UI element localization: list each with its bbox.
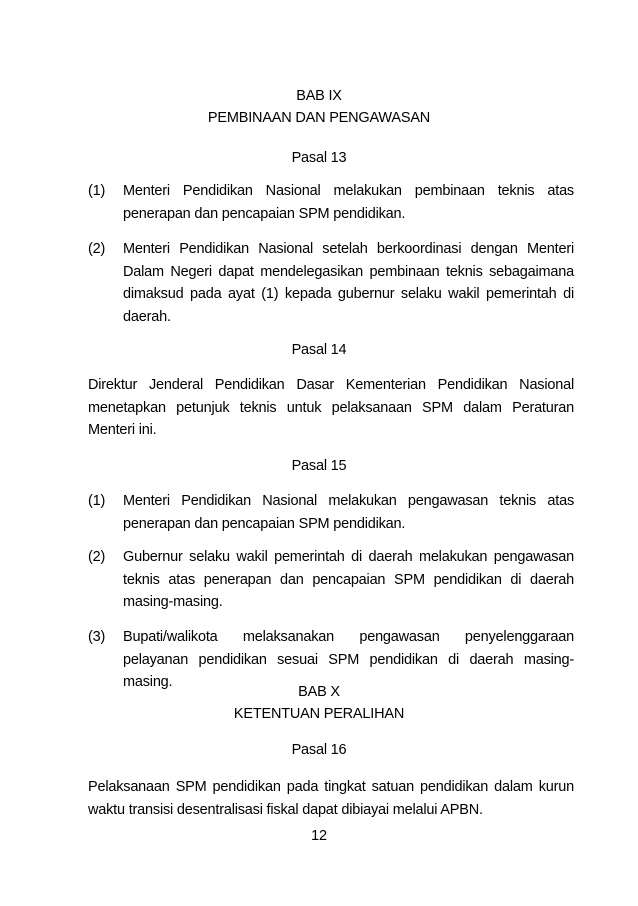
article-16-text: Pelaksanaan SPM pendidikan pada tingkat satuan pendidikan dalam kurun waktu transisi desentralisasi fiskal dapat dibiayai melalui APBN. xyxy=(88,779,574,818)
item-number: (1) xyxy=(88,493,106,509)
item-text: Menteri Pendidikan Nasional melakukan pengawasan teknis atas penerapan dan pencapaian SPM pendidikan. xyxy=(123,493,574,532)
item-text: Bupati/walikota melaksanakan pengawasan penyelenggaraan pelayanan pendidikan sesuai SPM pendidikan di daerah masing-masing. xyxy=(123,629,574,690)
item-number: (1) xyxy=(88,183,106,199)
item-number: (3) xyxy=(88,629,106,645)
item-text: Menteri Pendidikan Nasional melakukan pembinaan teknis atas penerapan dan pencapaian SPM pendidikan. xyxy=(123,183,574,222)
chapter-title: BAB X xyxy=(298,684,340,700)
article-15-item-1 xyxy=(88,490,574,535)
article-heading-16: Pasal 16 xyxy=(291,742,347,758)
chapter-title: BAB IX xyxy=(296,88,342,104)
article-heading-14: Pasal 14 xyxy=(291,342,347,358)
chapter-subtitle: PEMBINAAN DAN PENGAWASAN xyxy=(207,110,431,126)
chapter-subtitle: KETENTUAN PERALIHAN xyxy=(233,706,405,722)
article-heading-15: Pasal 15 xyxy=(291,458,347,474)
item-number: (2) xyxy=(88,241,106,257)
article-14-text: Direktur Jenderal Pendidikan Dasar Kementerian Pendidikan Nasional menetapkan petunjuk teknis untuk pelaksanaan SPM dalam Peraturan Menteri ini. xyxy=(88,377,574,438)
item-number: (2) xyxy=(88,549,106,565)
item-text: Menteri Pendidikan Nasional setelah berkoordinasi dengan Menteri Dalam Negeri dapat mendelegasikan pembinaan teknis sebagaimana dimaksud pada ayat (1) kepada gubernur selaku wakil pemerintah di daerah. xyxy=(123,241,574,325)
article-15-item-2 xyxy=(88,546,574,614)
article-13-item-1 xyxy=(88,180,574,225)
article-heading-13: Pasal 13 xyxy=(291,150,347,166)
page-number: 12 xyxy=(311,828,327,844)
article-13-item-2 xyxy=(88,238,574,328)
item-text: Gubernur selaku wakil pemerintah di daerah melakukan pengawasan teknis atas penerapan dan pencapaian SPM pendidikan di daerah masing-masing. xyxy=(123,549,574,610)
